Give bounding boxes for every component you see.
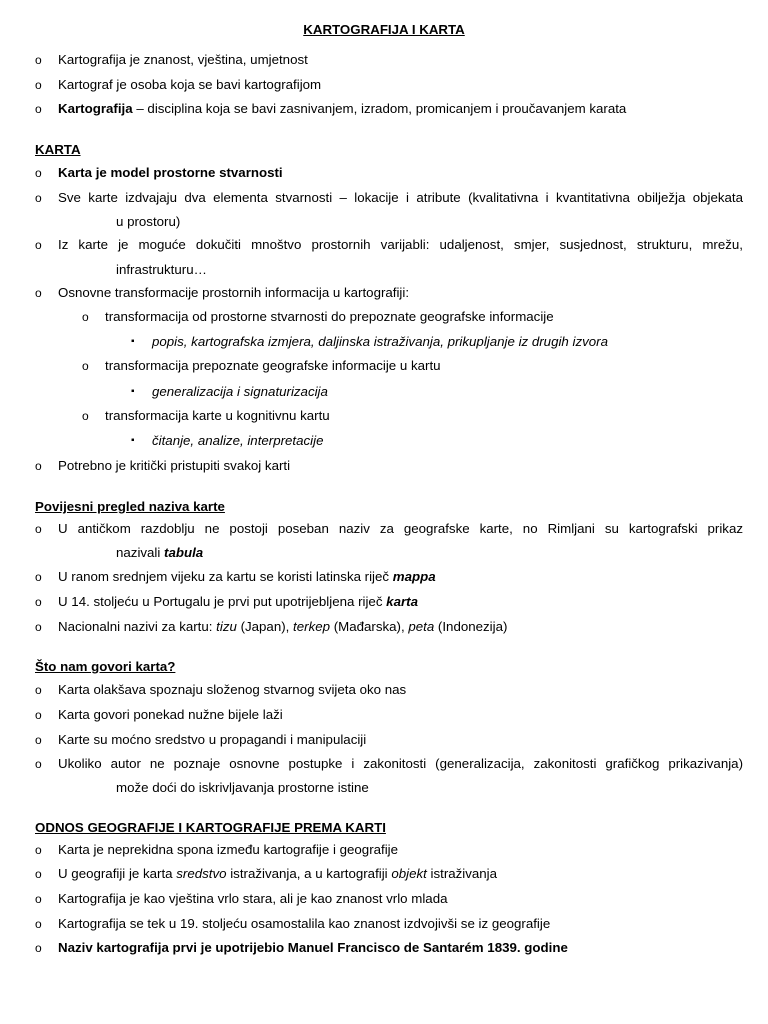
- list-item: Karta olakšava spoznaju složenog stvarnog svijeta oko nas: [58, 682, 407, 697]
- section-heading-govori: Što nam govori karta?: [35, 659, 176, 674]
- term-mappa: mappa: [392, 569, 436, 584]
- list-item: Karta govori ponekad nužne bijele laži: [58, 707, 283, 722]
- text: istraživanja: [426, 866, 498, 881]
- section-heading-odnos: ODNOS GEOGRAFIJE I KARTOGRAFIJE PREMA KARTI: [35, 820, 386, 835]
- bullet: o: [35, 867, 42, 881]
- list-item: Karta je model prostorne stvarnosti: [58, 165, 283, 180]
- list-item: Ukoliko autor ne poznaje osnovne postupke i zakonitosti (generalizacija, zakonitosti grafičkog prikazivanja): [58, 756, 743, 771]
- bullet: o: [35, 238, 42, 252]
- section-heading-karta: KARTA: [35, 142, 81, 157]
- text: Nacionalni nazivi za kartu:: [58, 619, 217, 634]
- bullet: o: [35, 892, 42, 906]
- term: tizu: [216, 619, 237, 634]
- bullet: o: [35, 843, 42, 857]
- bullet: o: [35, 53, 42, 67]
- list-item-continuation: infrastrukturu…: [116, 262, 207, 277]
- bullet: o: [35, 620, 42, 634]
- text: (Indonezija): [434, 619, 508, 634]
- list-item: Karta je neprekidna spona između kartografije i geografije: [58, 842, 399, 857]
- text: U geografiji je karta: [58, 866, 177, 881]
- bullet: o: [35, 166, 42, 180]
- sub-bullet: o: [82, 310, 89, 324]
- term: peta: [408, 619, 435, 634]
- term: terkep: [293, 619, 331, 634]
- list-item-continuation: može doći do iskrivljavanja prostorne istine: [116, 780, 369, 795]
- list-item: Kartografija je kao vještina vrlo stara, ali je kao znanost vrlo mlada: [58, 891, 448, 906]
- square-bullet: ▪: [131, 386, 135, 397]
- sub-list-item: transformacija prepoznate geografske informacije u kartu: [105, 358, 441, 373]
- bullet: o: [35, 102, 42, 116]
- text: istraživanja, a u kartografiji: [226, 866, 392, 881]
- bullet: o: [35, 757, 42, 771]
- bullet: o: [35, 708, 42, 722]
- list-item: Karte su moćno sredstvo u propagandi i manipulaciji: [58, 732, 367, 747]
- text: (Japan),: [236, 619, 294, 634]
- list-item: [58, 590, 743, 614]
- bullet: o: [35, 733, 42, 747]
- list-item: [58, 565, 743, 589]
- bullet: o: [35, 191, 42, 205]
- bullet: o: [35, 917, 42, 931]
- bullet: o: [35, 595, 42, 609]
- list-item: [58, 97, 743, 121]
- list-item: Kartograf je osoba koja se bavi kartografijom: [58, 77, 322, 92]
- text: U ranom srednjem vijeku za kartu se koristi latinska riječ: [58, 569, 393, 584]
- list-item: Naziv kartografija prvi je upotrijebio Manuel Francisco de Santarém 1839. godine: [58, 940, 568, 955]
- sub-sub-list-item: generalizacija i signaturizacija: [152, 384, 328, 399]
- list-item-continuation: [116, 541, 203, 565]
- sub-sub-list-item: popis, kartografska izmjera, daljinska istraživanja, prikupljanje iz drugih izvora: [152, 334, 608, 349]
- bullet: o: [35, 78, 42, 92]
- text: U 14. stoljeću u Portugalu je prvi put upotrijebljena riječ: [58, 594, 387, 609]
- sub-bullet: o: [82, 409, 89, 423]
- term-karta: karta: [386, 594, 418, 609]
- term-objekt: objekt: [391, 866, 427, 881]
- bullet: o: [35, 683, 42, 697]
- bullet: o: [35, 941, 42, 955]
- list-item: Kartografija se tek u 19. stoljeću osamostalila kao znanost izdvojivši se iz geografije: [58, 916, 551, 931]
- page-title: KARTOGRAFIJA I KARTA: [303, 22, 465, 37]
- bullet: o: [35, 286, 42, 300]
- sub-list-item: transformacija od prostorne stvarnosti do prepoznate geografske informacije: [105, 309, 554, 324]
- bullet: o: [35, 570, 42, 584]
- sub-bullet: o: [82, 359, 89, 373]
- term-kartografija: Kartografija: [58, 101, 133, 116]
- list-item: Osnovne transformacije prostornih informacija u kartografiji:: [58, 285, 410, 300]
- square-bullet: ▪: [131, 336, 135, 347]
- list-item: Sve karte izdvajaju dva elementa stvarnosti – lokacije i atribute (kvalitativna i kvantitativna obilježja objekata: [58, 190, 743, 205]
- term-tabula: tabula: [164, 545, 204, 560]
- bullet: o: [35, 522, 42, 536]
- text: nazivali: [116, 545, 165, 560]
- sub-sub-list-item: čitanje, analize, interpretacije: [152, 433, 324, 448]
- list-item: [58, 615, 743, 639]
- list-item: U antičkom razdoblju ne postoji poseban naziv za geografske karte, no Rimljani su kartografski prikaz: [58, 521, 743, 536]
- sub-list-item: transformacija karte u kognitivnu kartu: [105, 408, 330, 423]
- square-bullet: ▪: [131, 435, 135, 446]
- list-item: Iz karte je moguće dokučiti mnoštvo prostornih varijabli: udaljenost, smjer, susjednost, strukturu, mrežu,: [58, 237, 743, 252]
- definition-text: – disciplina koja se bavi zasnivanjem, izradom, promicanjem i proučavanjem karata: [132, 101, 627, 116]
- list-item: Potrebno je kritički pristupiti svakoj karti: [58, 458, 291, 473]
- list-item: [58, 862, 743, 886]
- term-sredstvo: sredstvo: [176, 866, 227, 881]
- list-item: Kartografija je znanost, vještina, umjetnost: [58, 52, 308, 67]
- section-heading-povijest: Povijesni pregled naziva karte: [35, 499, 225, 514]
- bullet: o: [35, 459, 42, 473]
- text: (Mađarska),: [330, 619, 409, 634]
- list-item-continuation: u prostoru): [116, 214, 181, 229]
